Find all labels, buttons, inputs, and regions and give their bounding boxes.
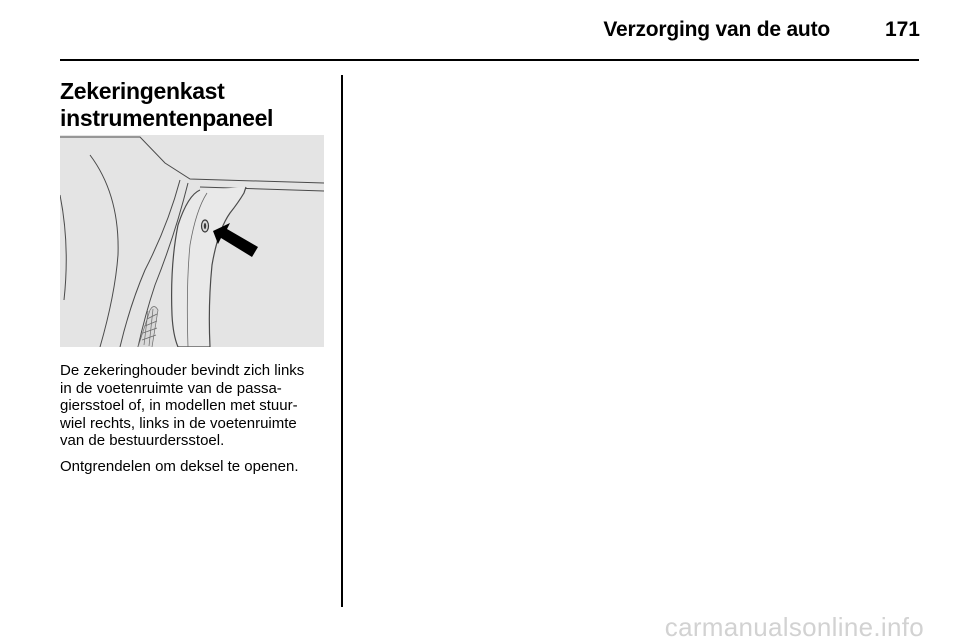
text-line: van de bestuurdersstoel. [60,432,225,449]
column-divider-line [341,75,343,607]
text-line: giersstoel of, in modellen met stuur- [60,397,298,414]
watermark: carmanualsonline.info [664,612,924,642]
running-header-title: Verzorging van de auto [603,18,830,41]
dashboard-edge [60,137,324,183]
pillar-line-left [60,195,66,300]
section-heading [60,78,330,132]
vent-grille [138,307,158,348]
header-divider-line [60,59,919,61]
text-line: De zekeringhouder bevindt zich links [60,362,305,379]
pillar-line-right [90,155,118,347]
section-heading-line-2: instrumentenpaneel [60,105,274,131]
page-number: 171 [884,18,920,41]
fuse-box-illustration [60,135,324,347]
fuse-box-cover [172,187,246,347]
section-heading-line-1: Zekeringenkast [60,78,225,104]
arrow-icon [213,223,258,257]
text-line: wiel rechts, links in de voetenruimte [60,414,297,432]
body-text [60,362,332,483]
paragraph-instruction: Ontgrendelen om deksel te openen. [60,457,299,475]
text-line: in de voetenruimte van de passa- [60,379,282,397]
paragraph-location [60,362,332,450]
fuse-box-cover-illustration [60,135,324,347]
